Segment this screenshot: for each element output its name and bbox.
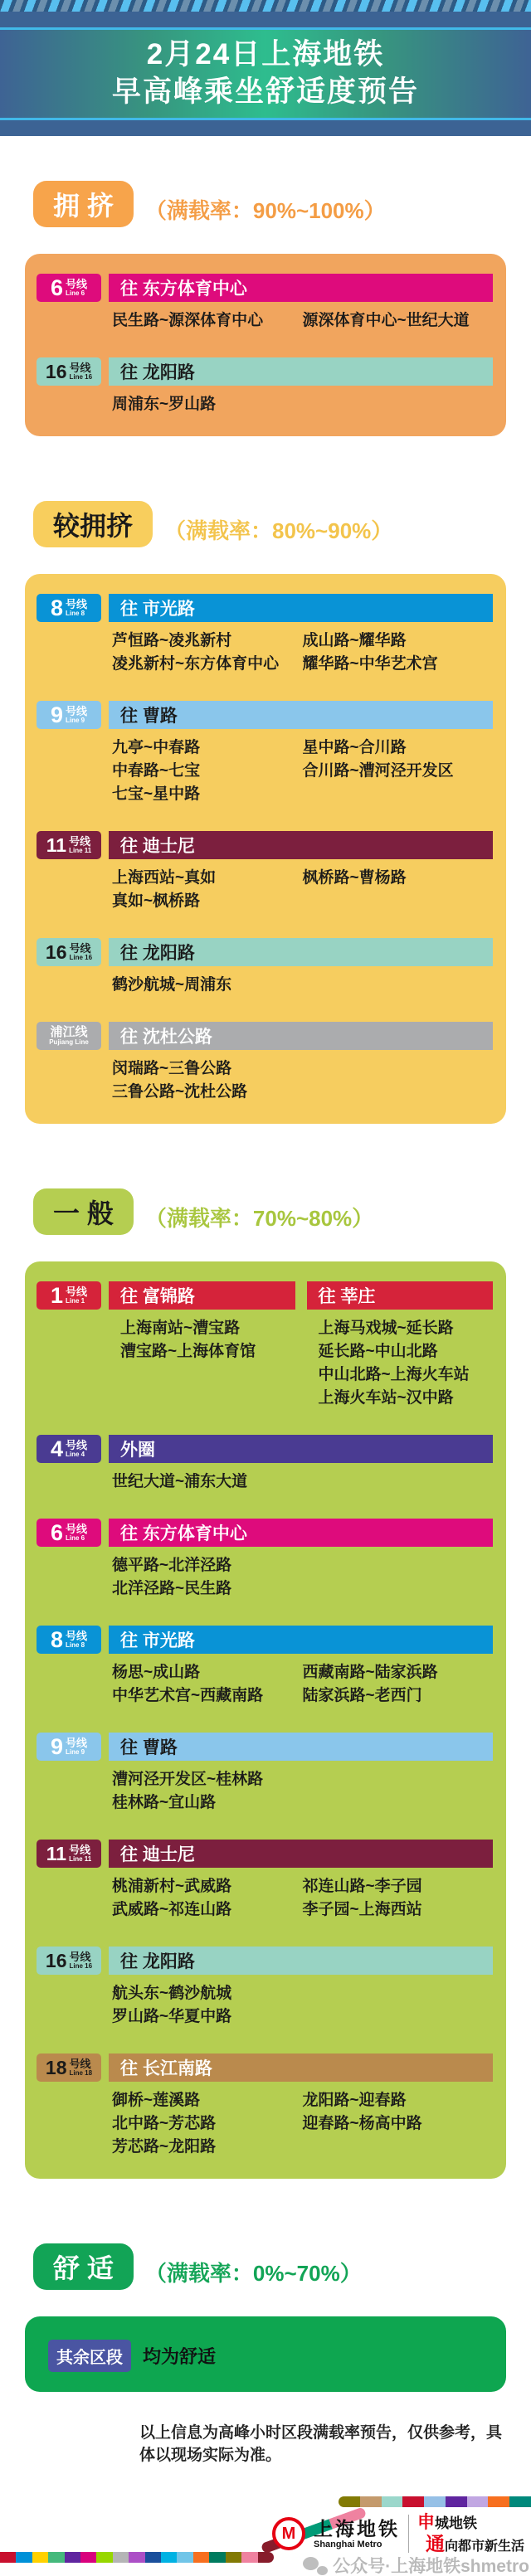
line-badge xyxy=(37,2054,101,2082)
section-container xyxy=(25,2316,506,2392)
metro-line-segment xyxy=(209,2552,225,2563)
metro-line-segment xyxy=(446,2496,467,2507)
shen-rest: 城地铁 xyxy=(434,2515,477,2531)
line-number: 6 xyxy=(50,1519,63,1545)
line-suffix: 号线 xyxy=(69,361,91,374)
section-label: 较拥挤 xyxy=(33,501,153,547)
route-segment: 李子园~上海西站 xyxy=(302,1901,422,1918)
direction-header: 往 东方体育中心 xyxy=(109,1519,493,1547)
route-segment: 星中路~合川路 xyxy=(302,739,407,756)
notice-row xyxy=(50,2420,506,2465)
line-badge xyxy=(37,594,101,622)
line-badge xyxy=(37,1626,101,1654)
route-segment: 航头东~鹤沙航城 xyxy=(112,1985,232,2002)
route-segment: 闵瑞路~三鲁公路 xyxy=(112,1060,232,1077)
line-suffix: 号线 xyxy=(69,834,91,848)
route-segment: 合川路~漕河泾开发区 xyxy=(302,762,454,780)
route-segment: 中华艺术宫~西藏南路 xyxy=(112,1687,264,1704)
route-segment: 上海火车站~汉中路 xyxy=(318,1389,454,1407)
header-banner xyxy=(0,12,531,136)
route-segment: 源深体育中心~世纪大道 xyxy=(302,312,470,329)
section-container xyxy=(25,1261,506,2179)
section-header-comfortable xyxy=(33,2243,506,2290)
route-segment: 七宝~星中路 xyxy=(112,785,201,803)
line-number: 11 xyxy=(46,1842,67,1864)
line-name-en: Line 6 xyxy=(66,1533,85,1542)
section-label: 舒 适 xyxy=(33,2243,134,2290)
line-name-en: Line 18 xyxy=(69,2068,93,2077)
metro-line-right xyxy=(339,2496,531,2507)
line-number: 16 xyxy=(45,940,67,963)
direction-column xyxy=(109,1281,295,1410)
line-name-en: Line 11 xyxy=(69,1854,92,1863)
line-badge xyxy=(37,701,101,729)
line-name-en: Line 11 xyxy=(69,846,92,854)
route-segment: 陆家浜路~老西门 xyxy=(302,1687,422,1704)
line-group xyxy=(37,831,493,913)
section-relatively-crowded xyxy=(25,501,506,1124)
header-stripes xyxy=(0,0,531,12)
route-segment: 上海马戏城~延长路 xyxy=(318,1320,454,1337)
line-badge xyxy=(37,938,101,966)
line-suffix: 号线 xyxy=(66,1522,88,1535)
line-badge xyxy=(37,1022,101,1050)
route-segment: 上海南站~漕宝路 xyxy=(120,1320,241,1337)
shencheng-line2 xyxy=(417,2533,524,2554)
section-container xyxy=(25,254,506,436)
tong-rest: 向都市新生活 xyxy=(444,2540,524,2554)
watermark-text: 公众号·上海地铁shmetro xyxy=(333,2557,529,2576)
wechat-icon xyxy=(303,2555,328,2575)
route-segment: 芳芯路~龙阳路 xyxy=(112,2138,217,2156)
footer xyxy=(0,2490,531,2576)
load-rate-label: （满载率：90%~100%） xyxy=(144,198,386,223)
line-name-en: Line 1 xyxy=(66,1296,85,1305)
route-segment: 芦恒路~凌兆新村 xyxy=(112,632,232,649)
route-segment: 迎春路~杨高中路 xyxy=(302,2115,422,2132)
line-badge xyxy=(37,1435,101,1463)
metro-line-segment xyxy=(241,2552,257,2563)
route-segment: 御桥~莲溪路 xyxy=(112,2092,201,2109)
shencheng-line1 xyxy=(417,2513,524,2533)
metro-line-segment xyxy=(48,2552,64,2563)
line-group xyxy=(37,1281,493,1410)
line-suffix: 号线 xyxy=(66,1285,88,1298)
line-name-en: Line 16 xyxy=(69,1961,93,1970)
metro-line-segment xyxy=(226,2552,241,2563)
line-suffix: 号线 xyxy=(66,1438,88,1451)
load-rate-label: （满载率：0%~70%） xyxy=(144,2261,362,2286)
line-number: 4 xyxy=(50,1436,63,1461)
line-badge xyxy=(37,1281,101,1310)
metro-logo-letter: M xyxy=(281,2524,296,2543)
route-segment: 九亭~中春路 xyxy=(112,739,201,756)
line-group xyxy=(37,701,493,806)
line-group xyxy=(37,1947,493,2029)
route-segment: 西藏南路~陆家浜路 xyxy=(302,1664,438,1681)
load-rate-label: （满载率：70%~80%） xyxy=(144,1206,374,1231)
direction-header: 往 迪士尼 xyxy=(109,831,493,859)
line-number: 16 xyxy=(45,360,67,382)
line-suffix: 号线 xyxy=(69,1843,91,1856)
line-name-en: Line 4 xyxy=(66,1450,85,1458)
line-group xyxy=(37,1626,493,1708)
route-segment: 枫桥路~曹杨路 xyxy=(302,869,407,887)
metro-line-segment xyxy=(258,2552,274,2563)
page-title-line2: 早高峰乘坐舒适度预告 xyxy=(111,75,419,108)
line-badge xyxy=(37,357,101,386)
line-number: 11 xyxy=(46,834,67,856)
direction-header: 往 迪士尼 xyxy=(109,1840,493,1868)
line-badge xyxy=(37,1733,101,1761)
metro-logo-text xyxy=(314,2519,400,2549)
line-name-en: Line 16 xyxy=(69,953,93,961)
line-suffix: 号线 xyxy=(69,2057,91,2070)
metro-line-segment xyxy=(113,2552,129,2563)
line-number: 8 xyxy=(50,595,63,620)
metro-line-segment xyxy=(509,2496,531,2507)
direction-header: 往 沈杜公路 xyxy=(109,1022,493,1050)
direction-header: 往 长江南路 xyxy=(109,2054,493,2082)
line-suffix: 号线 xyxy=(66,704,88,717)
section-header-crowded xyxy=(33,181,506,227)
section-container xyxy=(25,574,506,1124)
line-group xyxy=(37,1733,493,1815)
line-suffix: 号线 xyxy=(69,941,91,955)
direction-header: 往 莘庄 xyxy=(307,1281,494,1310)
line-group xyxy=(37,594,493,676)
metro-line-segment xyxy=(488,2496,509,2507)
route-segment: 真如~枫桥路 xyxy=(112,892,201,910)
direction-column xyxy=(307,1281,494,1410)
route-segment: 周浦东~罗山路 xyxy=(112,396,217,413)
line-number: 16 xyxy=(45,1949,67,1971)
line-number: 6 xyxy=(50,275,63,300)
other-sections-text: 均为舒适 xyxy=(143,2346,217,2367)
direction-header: 往 富锦路 xyxy=(109,1281,295,1310)
metro-line-segment xyxy=(424,2496,446,2507)
route-segment: 北洋泾路~民生路 xyxy=(112,1580,232,1597)
line-suffix: 号线 xyxy=(66,597,88,610)
route-segment: 罗山路~华夏中路 xyxy=(112,2008,232,2025)
line-suffix: 号线 xyxy=(66,277,88,290)
line-group xyxy=(37,357,493,416)
metro-logo-sub: Shanghai Metro xyxy=(313,2539,382,2549)
route-segment: 民生路~源深体育中心 xyxy=(112,312,264,329)
line-name-en: Line 6 xyxy=(66,289,85,297)
shen-char: 申 xyxy=(417,2513,435,2532)
line-number: 9 xyxy=(50,1733,63,1759)
notice-text: 以上信息为高峰小时区段满载率预告，仅供参考，具体以现场实际为准。 xyxy=(139,2424,503,2464)
line-suffix: 号线 xyxy=(66,1629,88,1642)
route-segment: 武威路~祁连山路 xyxy=(112,1901,232,1918)
route-segment: 成山路~耀华路 xyxy=(302,632,407,649)
metro-line-segment xyxy=(339,2496,360,2507)
wechat-watermark xyxy=(303,2553,529,2576)
tong-char: 通 xyxy=(425,2533,445,2555)
line-group xyxy=(37,938,493,997)
other-sections-row xyxy=(37,2336,493,2377)
section-normal xyxy=(25,1188,506,2179)
route-segment: 漕宝路~上海体育馆 xyxy=(120,1343,256,1360)
header-banner-gradient xyxy=(0,27,531,120)
metro-line-segment xyxy=(32,2552,48,2563)
line-number: 18 xyxy=(45,2056,67,2078)
load-rate-label: （满载率：80%~90%） xyxy=(164,518,393,543)
line-name: 浦江线 xyxy=(50,1024,88,1039)
route-segment: 中春路~七宝 xyxy=(112,762,201,780)
line-group xyxy=(37,1519,493,1601)
route-segment: 龙阳路~迎春路 xyxy=(302,2092,407,2109)
route-segment: 耀华路~中华艺术宫 xyxy=(302,655,438,673)
metro-line-segment xyxy=(382,2496,403,2507)
section-header-relatively-crowded xyxy=(33,501,506,547)
section-header-normal xyxy=(33,1188,506,1235)
route-segment: 漕河泾开发区~桂林路 xyxy=(112,1771,264,1788)
direction-header: 往 市光路 xyxy=(109,594,493,622)
direction-header: 往 东方体育中心 xyxy=(109,274,493,302)
route-segment: 中山北路~上海火车站 xyxy=(318,1366,470,1383)
brand-divider xyxy=(408,2515,409,2553)
metro-line-segment xyxy=(193,2552,209,2563)
direction-header: 往 龙阳路 xyxy=(109,938,493,966)
metro-line-segment xyxy=(360,2496,382,2507)
metro-line-segment xyxy=(177,2552,192,2563)
metro-line-segment xyxy=(96,2552,112,2563)
notice-badge: 温馨提示 xyxy=(60,2434,119,2452)
line-name-en: Line 8 xyxy=(66,609,85,617)
line-group xyxy=(37,274,493,333)
line-name-en: Line 9 xyxy=(66,716,85,724)
line-name-en: Line 16 xyxy=(69,372,93,381)
line-group xyxy=(37,2054,493,2159)
section-label: 一 般 xyxy=(33,1188,134,1235)
line-number: 8 xyxy=(50,1626,63,1652)
route-segment: 杨思~成山路 xyxy=(112,1664,201,1681)
route-segment: 三鲁公路~沈杜公路 xyxy=(112,1083,248,1101)
route-segment: 祁连山路~李子园 xyxy=(302,1878,422,1895)
line-number: 9 xyxy=(50,702,63,727)
sections xyxy=(25,181,506,2392)
line-name-en: Line 8 xyxy=(66,1640,85,1649)
line-suffix: 号线 xyxy=(66,1736,88,1749)
line-name-en: Line 9 xyxy=(66,1747,85,1756)
route-segment: 桃浦新村~武威路 xyxy=(112,1878,232,1895)
direction-header: 往 曹路 xyxy=(109,701,493,729)
metro-line-segment xyxy=(467,2496,489,2507)
metro-logo-label: 上海地铁 xyxy=(313,2517,400,2540)
metro-line-segment xyxy=(65,2552,80,2563)
metro-line-segment xyxy=(145,2552,161,2563)
other-sections-badge: 其余区段 xyxy=(48,2340,131,2372)
line-suffix: 号线 xyxy=(69,1950,91,1963)
main-content xyxy=(0,181,531,2465)
line-badge xyxy=(37,1947,101,1975)
route-segment: 延长路~中山北路 xyxy=(318,1343,438,1360)
section-label: 拥 挤 xyxy=(33,181,134,227)
route-segment: 世纪大道~浦东大道 xyxy=(112,1473,248,1490)
route-segment: 凌兆新村~东方体育中心 xyxy=(112,655,280,673)
route-segment: 德平路~北洋泾路 xyxy=(112,1557,232,1574)
line-group xyxy=(37,1435,493,1494)
route-segment: 鹤沙航城~周浦东 xyxy=(112,976,232,994)
metro-line-left xyxy=(0,2552,274,2563)
metro-line-segment xyxy=(0,2552,16,2563)
direction-header: 往 龙阳路 xyxy=(109,357,493,386)
section-crowded xyxy=(25,181,506,436)
line-badge xyxy=(37,274,101,302)
direction-header: 外圈 xyxy=(109,1435,493,1463)
section-comfortable xyxy=(25,2243,506,2392)
shencheng-metro-brand xyxy=(417,2513,524,2555)
shanghai-metro-logo xyxy=(272,2517,305,2550)
route-segment: 桂林路~宜山路 xyxy=(112,1794,217,1811)
metro-line-segment xyxy=(161,2552,177,2563)
metro-line-segment xyxy=(402,2496,424,2507)
page-title-line1: 2月24日上海地铁 xyxy=(146,38,385,71)
route-segment: 上海西站~真如 xyxy=(112,869,217,887)
metro-line-segment xyxy=(80,2552,96,2563)
line-badge xyxy=(37,1840,101,1868)
line-group xyxy=(37,1840,493,1922)
metro-line-segment xyxy=(16,2552,32,2563)
direction-header: 往 市光路 xyxy=(109,1626,493,1654)
metro-line-segment xyxy=(129,2552,144,2563)
line-badge xyxy=(37,831,101,859)
line-number: 1 xyxy=(50,1282,63,1308)
route-segment: 北中路~芳芯路 xyxy=(112,2115,217,2132)
brand-area xyxy=(272,2513,524,2555)
line-group xyxy=(37,1022,493,1104)
line-badge xyxy=(37,1519,101,1547)
direction-header: 往 曹路 xyxy=(109,1733,493,1761)
line-name-en: Pujiang Line xyxy=(49,1038,89,1046)
direction-header: 往 龙阳路 xyxy=(109,1947,493,1975)
